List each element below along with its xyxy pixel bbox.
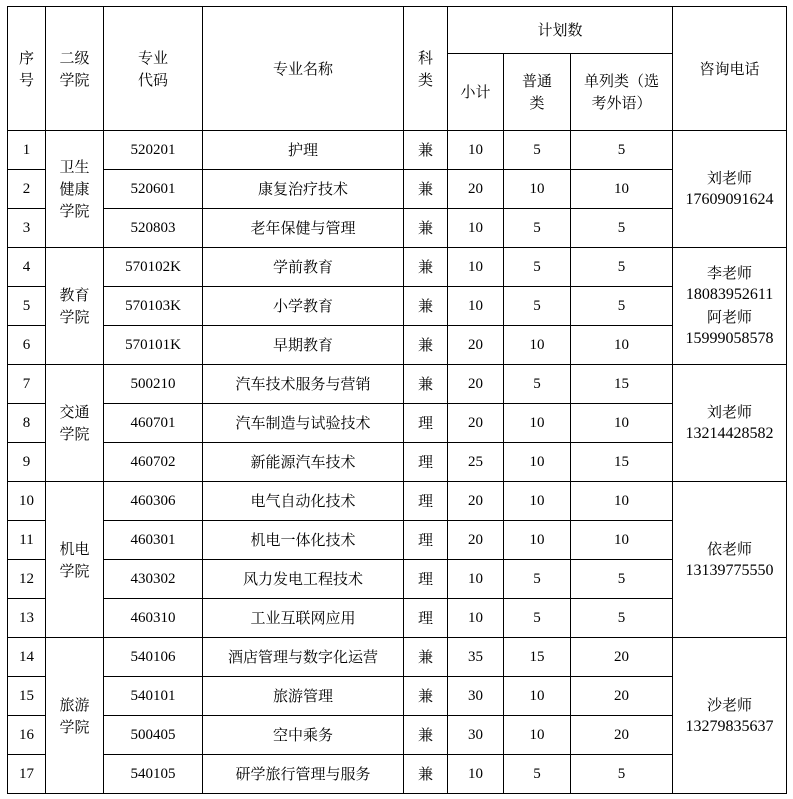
row-subtotal: 20: [448, 404, 504, 443]
row-single: 10: [571, 404, 673, 443]
row-normal: 15: [504, 638, 571, 677]
header-normal: 普通 类: [504, 54, 571, 131]
row-single: 5: [571, 755, 673, 794]
row-category: 理: [404, 599, 448, 638]
row-normal: 10: [504, 716, 571, 755]
header-row-top: [8, 7, 787, 54]
table-row: [8, 716, 787, 755]
header-code: 专业 代码: [104, 7, 203, 131]
header-single: 单列类（选 考外语）: [571, 54, 673, 131]
table-row: [8, 482, 787, 521]
row-seq: 9: [8, 443, 46, 482]
row-major-code: 500210: [104, 365, 203, 404]
table-row: [8, 209, 787, 248]
table-row: [8, 599, 787, 638]
table-row: [8, 677, 787, 716]
header-plan: 计划数: [448, 7, 673, 54]
table-row: [8, 521, 787, 560]
row-subtotal: 35: [448, 638, 504, 677]
row-single: 5: [571, 560, 673, 599]
college-contact: [673, 248, 787, 365]
table-row: [8, 443, 787, 482]
college-contact: [673, 365, 787, 482]
row-category: 兼: [404, 209, 448, 248]
row-normal: 10: [504, 677, 571, 716]
row-major-code: 520601: [104, 170, 203, 209]
row-subtotal: 10: [448, 755, 504, 794]
contact-person: 刘老师: [707, 403, 753, 421]
header-category: 科 类: [404, 7, 448, 131]
table-row: [8, 365, 787, 404]
row-single: 10: [571, 482, 673, 521]
row-single: 10: [571, 170, 673, 209]
row-category: 兼: [404, 755, 448, 794]
row-major-code: 460702: [104, 443, 203, 482]
contact-phone: 18083952611: [685, 286, 774, 303]
header-college: 二级 学院: [46, 7, 104, 131]
table-row: [8, 287, 787, 326]
row-major-name: 旅游管理: [203, 677, 404, 716]
college-contact: [673, 131, 787, 248]
row-seq: 15: [8, 677, 46, 716]
row-major-name: 小学教育: [203, 287, 404, 326]
row-seq: 7: [8, 365, 46, 404]
row-major-code: 540101: [104, 677, 203, 716]
row-single: 20: [571, 638, 673, 677]
row-subtotal: 10: [448, 599, 504, 638]
table-body: [8, 131, 787, 794]
table-row: [8, 170, 787, 209]
row-category: 理: [404, 560, 448, 599]
contact-person: 李老师: [707, 264, 753, 282]
row-major-code: 460310: [104, 599, 203, 638]
row-single: 5: [571, 248, 673, 287]
row-normal: 10: [504, 482, 571, 521]
row-normal: 5: [504, 365, 571, 404]
row-seq: 13: [8, 599, 46, 638]
row-seq: 3: [8, 209, 46, 248]
row-category: 兼: [404, 170, 448, 209]
table-row: [8, 560, 787, 599]
row-major-code: 520201: [104, 131, 203, 170]
row-major-code: 570103K: [104, 287, 203, 326]
college-name: 旅游 学院: [46, 638, 104, 794]
contact-phone: 13279835637: [685, 717, 774, 735]
table-row: [8, 131, 787, 170]
table-row: [8, 638, 787, 677]
row-category: 理: [404, 482, 448, 521]
row-category: 兼: [404, 365, 448, 404]
row-major-code: 520803: [104, 209, 203, 248]
row-single: 20: [571, 677, 673, 716]
contact-phone: 13214428582: [685, 425, 774, 442]
header-major-name: 专业名称: [203, 7, 404, 131]
row-major-name: 空中乘务: [203, 716, 404, 755]
row-normal: 5: [504, 560, 571, 599]
header-subtotal: 小计: [448, 54, 504, 131]
row-major-name: 新能源汽车技术: [203, 443, 404, 482]
college-name: 卫生 健康 学院: [46, 131, 104, 248]
college-contact: [673, 638, 787, 794]
row-major-name: 康复治疗技术: [203, 170, 404, 209]
row-category: 兼: [404, 287, 448, 326]
row-seq: 10: [8, 482, 46, 521]
contact-person: 依老师: [707, 539, 753, 558]
row-subtotal: 30: [448, 716, 504, 755]
row-major-name: 风力发电工程技术: [203, 560, 404, 599]
contact-phone: 17609091624: [685, 191, 774, 208]
row-major-name: 学前教育: [203, 248, 404, 287]
header-seq: 序 号: [8, 7, 46, 131]
row-category: 理: [404, 443, 448, 482]
row-subtotal: 20: [448, 482, 504, 521]
contact-person: 沙老师: [707, 695, 753, 714]
row-normal: 10: [504, 404, 571, 443]
row-major-code: 460306: [104, 482, 203, 521]
row-seq: 14: [8, 638, 46, 677]
table-row: [8, 755, 787, 794]
row-major-code: 540105: [104, 755, 203, 794]
row-seq: 11: [8, 521, 46, 560]
row-category: 理: [404, 404, 448, 443]
row-normal: 10: [504, 521, 571, 560]
row-single: 5: [571, 209, 673, 248]
row-major-code: 430302: [104, 560, 203, 599]
row-normal: 10: [504, 326, 571, 365]
table-row: [8, 326, 787, 365]
row-single: 20: [571, 716, 673, 755]
row-subtotal: 10: [448, 131, 504, 170]
row-normal: 5: [504, 287, 571, 326]
row-category: 兼: [404, 677, 448, 716]
row-subtotal: 20: [448, 521, 504, 560]
row-category: 兼: [404, 716, 448, 755]
row-normal: 5: [504, 131, 571, 170]
college-name: 交通 学院: [46, 365, 104, 482]
row-subtotal: 10: [448, 209, 504, 248]
row-subtotal: 30: [448, 677, 504, 716]
row-major-name: 电气自动化技术: [203, 482, 404, 521]
contact-person: 阿老师: [707, 308, 753, 326]
row-category: 兼: [404, 131, 448, 170]
row-seq: 6: [8, 326, 46, 365]
row-single: 15: [571, 365, 673, 404]
row-subtotal: 25: [448, 443, 504, 482]
row-major-code: 460701: [104, 404, 203, 443]
row-major-name: 汽车技术服务与营销: [203, 365, 404, 404]
row-major-name: 护理: [203, 131, 404, 170]
college-name: 机电 学院: [46, 482, 104, 638]
contact-phone: 13139775550: [685, 561, 774, 579]
row-single: 10: [571, 326, 673, 365]
header-contact: 咨询电话: [673, 7, 787, 131]
row-major-name: 机电一体化技术: [203, 521, 404, 560]
row-single: 5: [571, 287, 673, 326]
row-category: 兼: [404, 638, 448, 677]
row-major-name: 研学旅行管理与服务: [203, 755, 404, 794]
row-major-name: 工业互联网应用: [203, 599, 404, 638]
row-subtotal: 10: [448, 287, 504, 326]
row-single: 10: [571, 521, 673, 560]
row-normal: 5: [504, 209, 571, 248]
row-major-name: 早期教育: [203, 326, 404, 365]
row-normal: 10: [504, 170, 571, 209]
college-name: 教育 学院: [46, 248, 104, 365]
contact-person: 刘老师: [707, 169, 753, 187]
row-category: 理: [404, 521, 448, 560]
row-major-name: 酒店管理与数字化运营: [203, 638, 404, 677]
row-single: 5: [571, 131, 673, 170]
row-single: 5: [571, 599, 673, 638]
row-major-code: 570102K: [104, 248, 203, 287]
row-subtotal: 20: [448, 170, 504, 209]
row-major-code: 540106: [104, 638, 203, 677]
row-major-code: 460301: [104, 521, 203, 560]
row-seq: 17: [8, 755, 46, 794]
row-seq: 12: [8, 560, 46, 599]
row-subtotal: 20: [448, 326, 504, 365]
row-subtotal: 10: [448, 248, 504, 287]
row-subtotal: 20: [448, 365, 504, 404]
enrollment-plan-table: [7, 6, 787, 794]
row-major-code: 570101K: [104, 326, 203, 365]
row-category: 兼: [404, 248, 448, 287]
row-subtotal: 10: [448, 560, 504, 599]
row-seq: 1: [8, 131, 46, 170]
row-seq: 5: [8, 287, 46, 326]
row-normal: 5: [504, 599, 571, 638]
row-seq: 4: [8, 248, 46, 287]
row-major-name: 老年保健与管理: [203, 209, 404, 248]
row-normal: 5: [504, 755, 571, 794]
row-seq: 8: [8, 404, 46, 443]
row-seq: 16: [8, 716, 46, 755]
row-category: 兼: [404, 326, 448, 365]
row-single: 15: [571, 443, 673, 482]
contact-phone: 15999058578: [685, 330, 774, 347]
row-seq: 2: [8, 170, 46, 209]
row-major-code: 500405: [104, 716, 203, 755]
table-row: [8, 248, 787, 287]
table-row: [8, 404, 787, 443]
row-major-name: 汽车制造与试验技术: [203, 404, 404, 443]
row-normal: 5: [504, 248, 571, 287]
row-normal: 10: [504, 443, 571, 482]
college-contact: [673, 482, 787, 638]
